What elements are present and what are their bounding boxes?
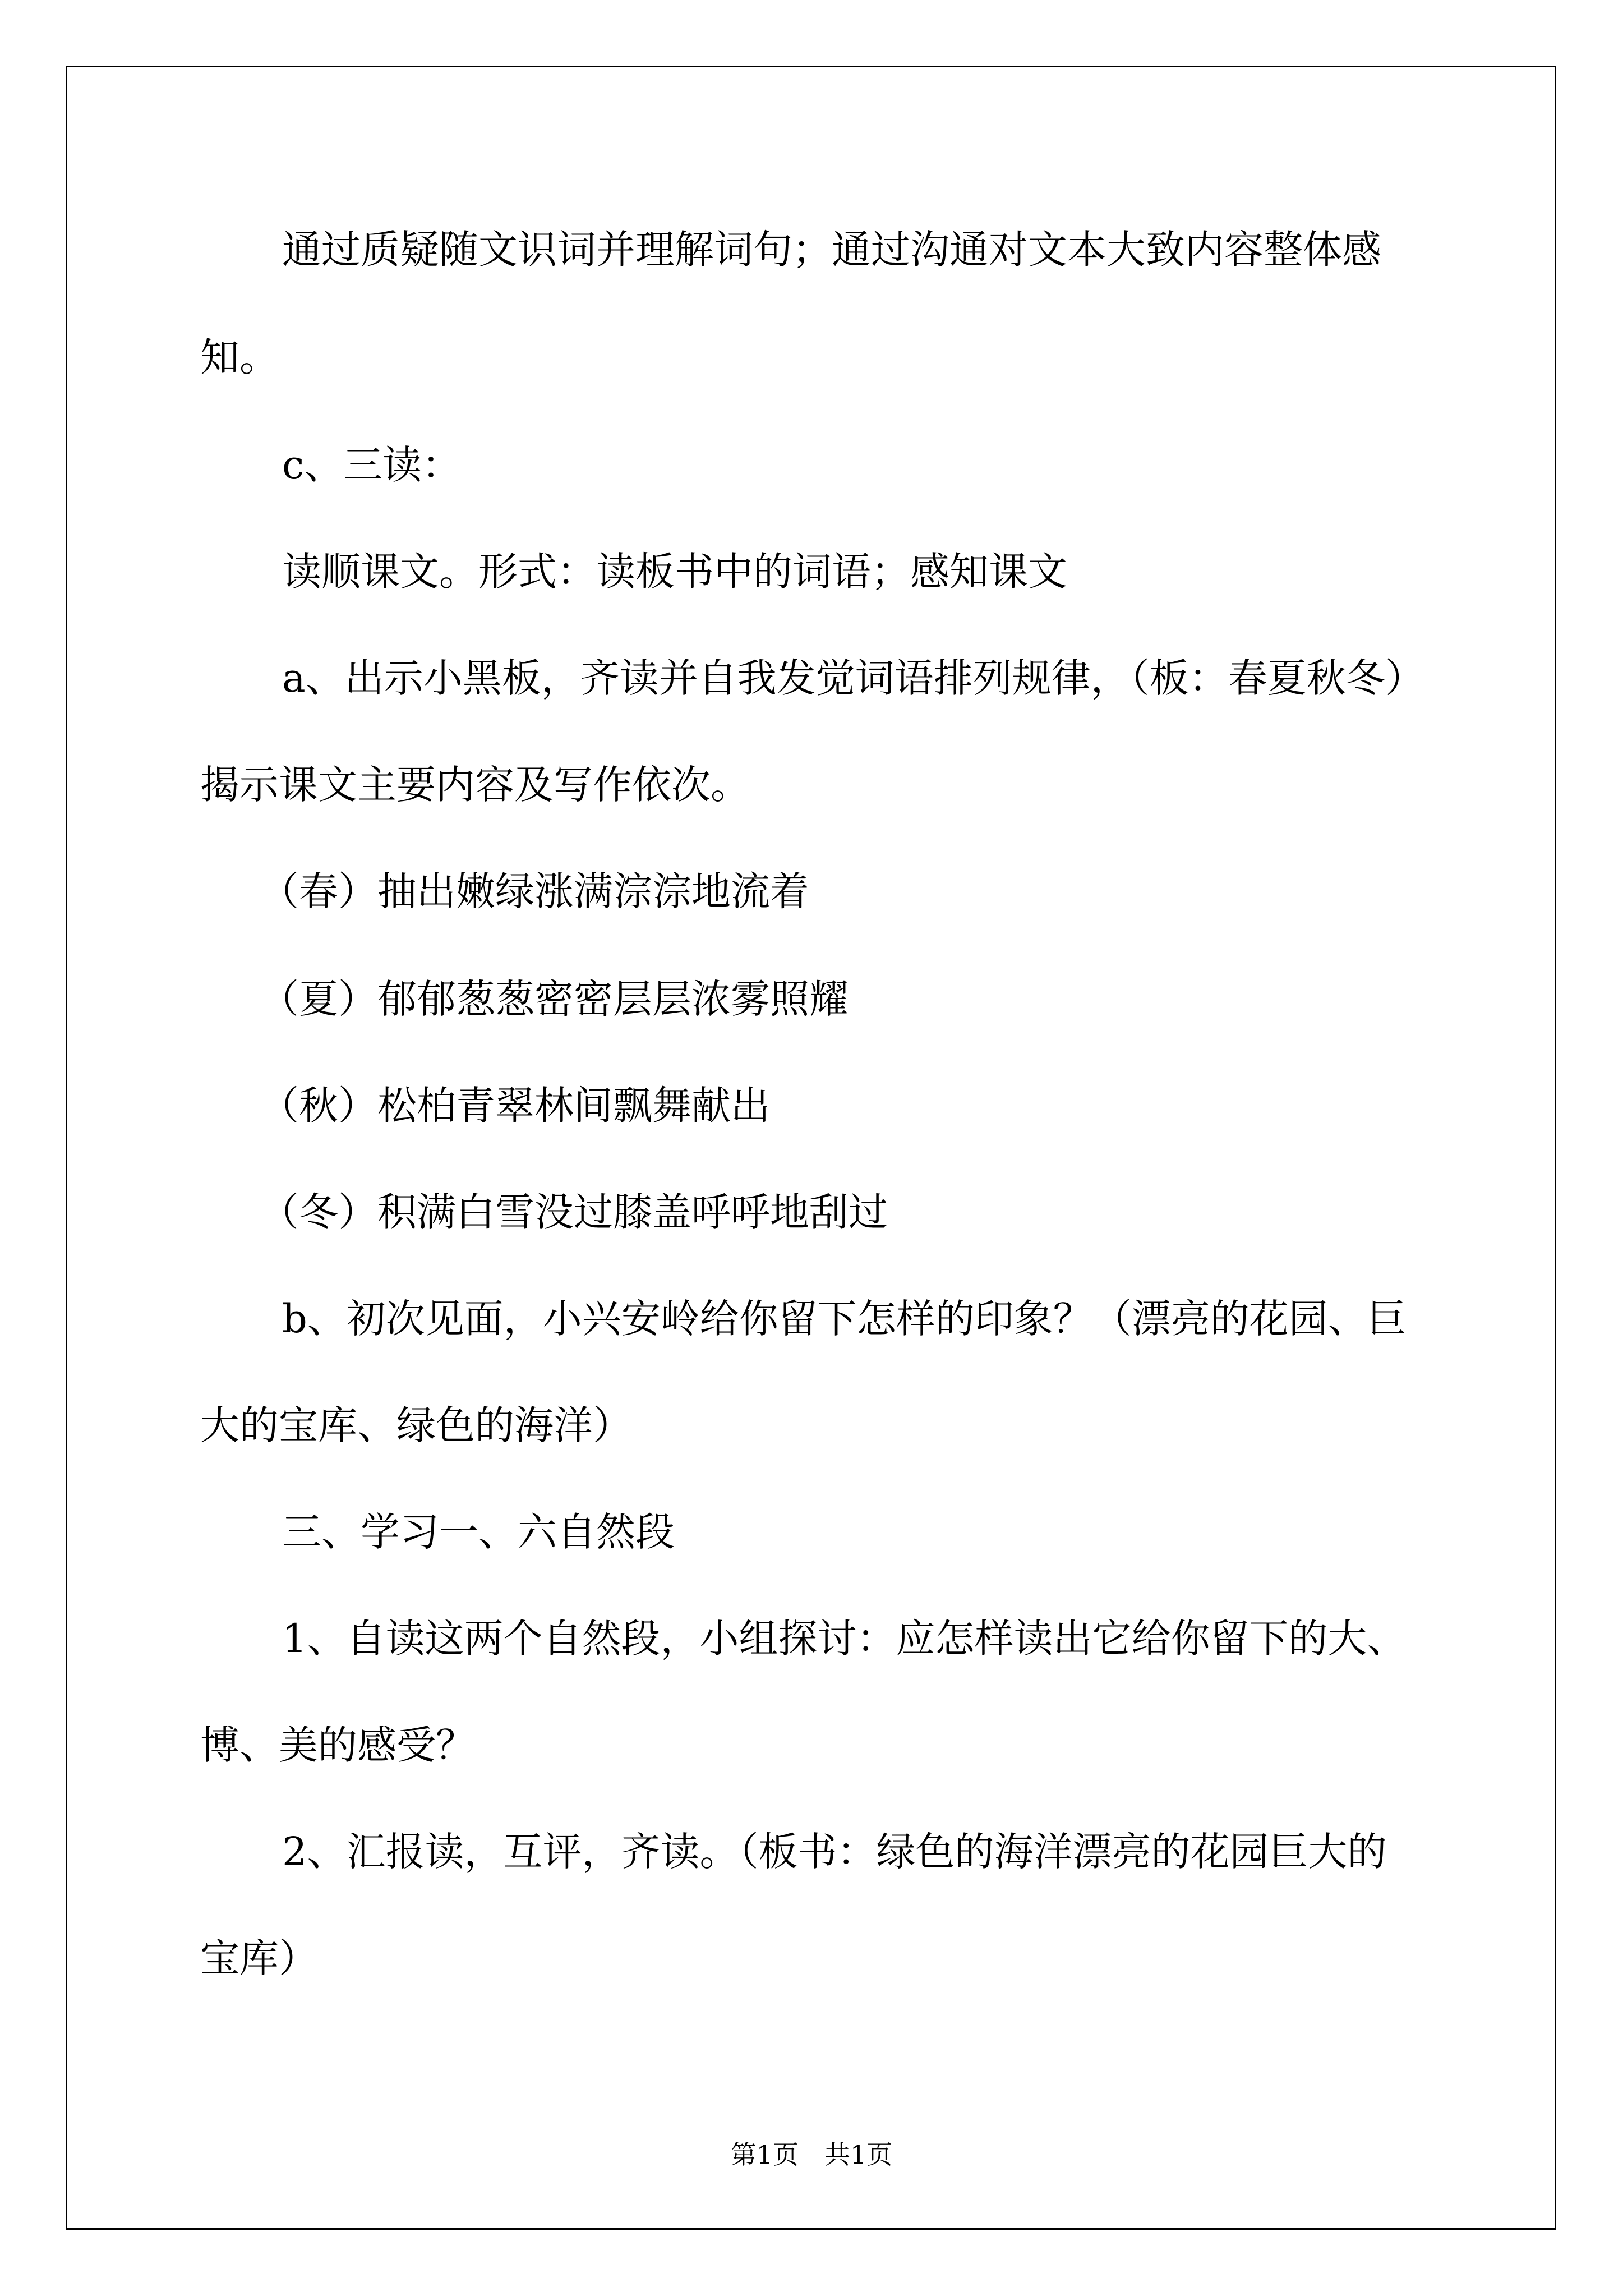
paragraph-1-line-2: 知。 xyxy=(200,334,279,380)
page-border xyxy=(66,66,1556,2230)
paragraph-6-line-1: 1、自读这两个自然段，小组探讨：应怎样读出它给你留下的大、 xyxy=(282,1616,1407,1662)
board-spring: （春）抽出嫩绿涨满淙淙地流着 xyxy=(260,868,809,914)
paragraph-7-line-1: 2、汇报读，互评，齐读。（板书：绿色的海洋漂亮的花园巨大的 xyxy=(282,1829,1387,1875)
board-summer: （夏）郁郁葱葱密密层层浓雾照耀 xyxy=(260,976,849,1022)
paragraph-3: 读顺课文。形式：读板书中的词语；感知课文 xyxy=(282,549,1067,595)
paragraph-7-line-2: 宝库） xyxy=(200,1935,318,1981)
section-heading: 三、学习一、六自然段 xyxy=(282,1509,675,1555)
paragraph-5-line-2: 大的宝库、绿色的海洋） xyxy=(200,1402,632,1448)
paragraph-6-line-2: 博、美的感受？ xyxy=(200,1722,475,1768)
page-footer: 第1页 共1页 xyxy=(730,2139,893,2170)
paragraph-4-line-1: a、出示小黑板，齐读并自我发觉词语排列规律，（板：春夏秋冬） xyxy=(282,655,1424,701)
paragraph-2: c、三读： xyxy=(282,442,462,488)
paragraph-1-line-1: 通过质疑随文识词并理解词句；通过沟通对文本大致内容整体感 xyxy=(282,227,1381,273)
board-winter: （冬）积满白雪没过膝盖呼呼地刮过 xyxy=(260,1189,888,1235)
paragraph-4-line-2: 揭示课文主要内容及写作依次。 xyxy=(200,762,750,808)
paragraph-5-line-1: b、初次见面，小兴安岭给你留下怎样的印象？（漂亮的花园、巨 xyxy=(282,1296,1407,1342)
board-autumn: （秋）松柏青翠林间飘舞献出 xyxy=(260,1083,770,1129)
